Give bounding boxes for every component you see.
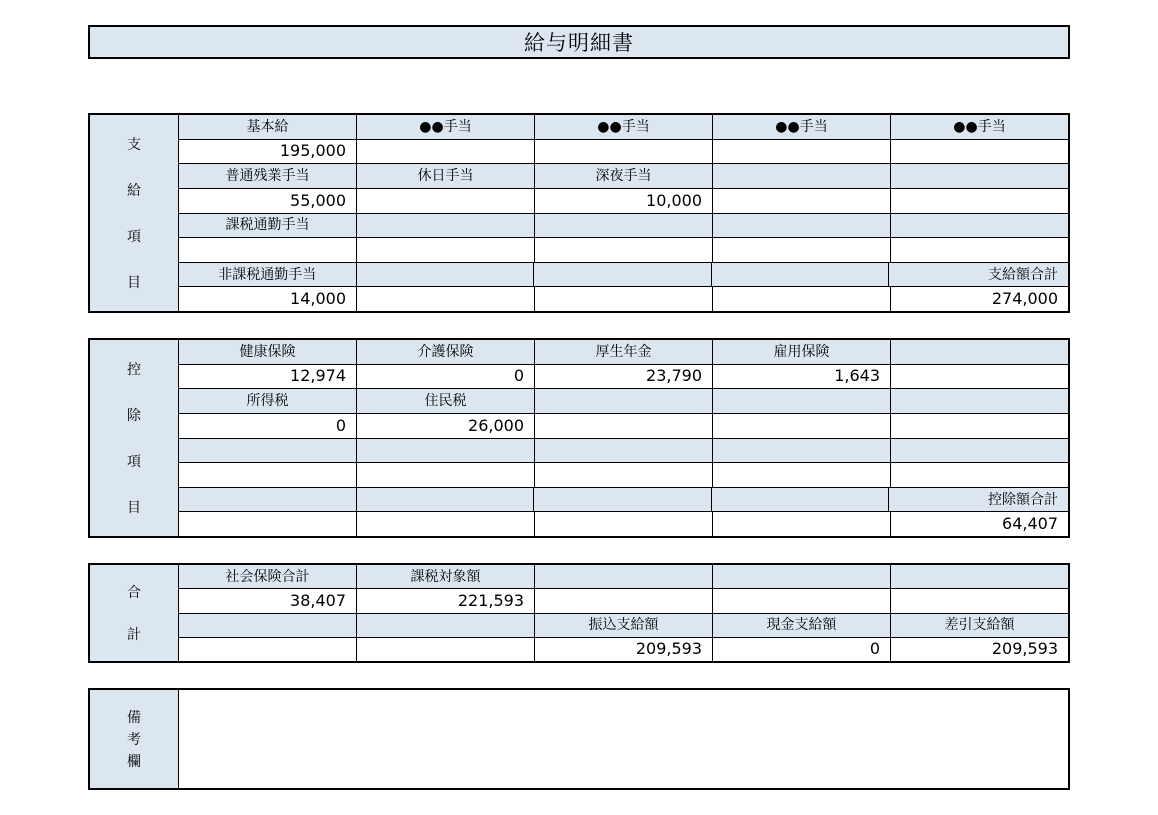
payments-label-cell <box>534 214 712 238</box>
payments-side-char: 給 <box>127 183 141 199</box>
deductions-label-row <box>179 388 1068 413</box>
deductions-value-cell <box>890 365 1068 389</box>
document-title: 給与明細書 <box>88 25 1070 59</box>
deductions-section <box>88 338 1070 538</box>
deductions-label-cell: 控除額合計 <box>888 488 1068 512</box>
payments-value-cell <box>712 287 890 311</box>
deductions-value-cell <box>534 463 712 487</box>
deductions-label-cell: 健康保険 <box>239 343 296 360</box>
notes-field[interactable] <box>179 690 1068 788</box>
totals-section <box>88 563 1070 663</box>
deductions-value-cell <box>179 512 356 536</box>
deductions-label-cell: 厚生年金 <box>534 340 712 364</box>
totals-label-row <box>179 613 1068 637</box>
payments-label-cell: ●●手当 <box>356 115 534 139</box>
notes-side-char: 考 <box>127 732 141 748</box>
payments-value-cell <box>890 140 1068 164</box>
payments-side-char: 支 <box>127 137 141 153</box>
payments-label-cell: 深夜手当 <box>534 164 712 188</box>
deductions-value-cell: 64,407 <box>890 512 1068 536</box>
payments-value-cell <box>890 238 1068 262</box>
totals-label-cell <box>179 614 356 637</box>
deductions-value-cell <box>534 414 712 438</box>
notes-side-char: 欄 <box>127 754 141 770</box>
payments-label-cell: 普通残業手当 <box>225 168 310 185</box>
payments-label-cell: ●●手当 <box>534 115 712 139</box>
totals-value-cell <box>179 638 356 661</box>
totals-side-char: 計 <box>127 627 141 643</box>
payments-label-cell: ●●手当 <box>712 115 890 139</box>
deductions-label-cell <box>179 439 356 463</box>
totals-label-row <box>179 565 1068 588</box>
deductions-label-cell <box>533 488 711 512</box>
payments-value-cell <box>179 238 356 262</box>
totals-grid <box>179 565 1068 661</box>
payments-label-cell <box>356 263 534 287</box>
deductions-value-cell <box>712 463 890 487</box>
deductions-value-cell: 12,974 <box>290 366 346 386</box>
deductions-value-cell <box>890 414 1068 438</box>
deductions-label-row <box>179 438 1068 463</box>
deductions-value-cell <box>712 414 890 438</box>
deductions-side-char: 項 <box>127 454 141 470</box>
deductions-value-row <box>179 511 1068 536</box>
payments-label-cell <box>356 214 534 238</box>
payments-label-cell <box>533 263 711 287</box>
payments-side-char: 目 <box>127 275 141 291</box>
payments-label-cell <box>890 164 1068 188</box>
totals-value-row <box>179 637 1068 661</box>
payments-value-cell <box>534 238 712 262</box>
payments-value-cell: 55,000 <box>290 190 346 210</box>
deductions-label-cell <box>890 340 1068 364</box>
payments-grid <box>179 115 1068 311</box>
deductions-value-cell <box>534 512 712 536</box>
payments-label-row <box>179 213 1068 238</box>
totals-label-cell <box>890 565 1068 588</box>
deductions-value-cell <box>890 463 1068 487</box>
payments-label-cell: ●●手当 <box>890 115 1068 139</box>
payments-value-cell: 274,000 <box>890 287 1068 311</box>
totals-side-label <box>90 565 179 661</box>
payments-label-row <box>179 262 1068 287</box>
payments-value-cell <box>356 140 534 164</box>
deductions-label-cell <box>890 439 1068 463</box>
payments-label-row <box>179 115 1068 139</box>
notes-section <box>88 688 1070 790</box>
totals-label-cell: 差引支給額 <box>890 614 1068 637</box>
deductions-label-cell <box>356 439 534 463</box>
deductions-label-row <box>179 487 1068 512</box>
deductions-label-cell <box>712 439 890 463</box>
notes-side-label <box>90 690 179 788</box>
notes-side-char: 備 <box>127 710 141 726</box>
payments-value-row <box>179 237 1068 262</box>
payments-label-cell: 支給額合計 <box>888 263 1068 287</box>
deductions-value-row <box>179 462 1068 487</box>
totals-value-cell: 209,593 <box>534 638 712 661</box>
payments-value-cell <box>356 238 534 262</box>
deductions-value-cell: 1,643 <box>712 365 890 389</box>
payments-side-label <box>90 115 179 311</box>
totals-value-cell: 209,593 <box>890 638 1068 661</box>
deductions-label-cell <box>712 389 890 413</box>
totals-label-cell: 現金支給額 <box>712 614 890 637</box>
totals-side-char: 合 <box>127 585 141 601</box>
payments-value-cell <box>712 238 890 262</box>
payments-label-cell <box>711 263 889 287</box>
totals-label-cell: 振込支給額 <box>534 614 712 637</box>
payments-side-char: 項 <box>127 229 141 245</box>
totals-label-cell <box>534 565 712 588</box>
payments-label-cell: 休日手当 <box>356 164 534 188</box>
totals-value-cell <box>356 638 534 661</box>
payments-label-cell: 課税通勤手当 <box>225 217 310 234</box>
deductions-grid <box>179 340 1068 536</box>
payments-label-cell: 非課税通勤手当 <box>218 266 317 283</box>
deductions-label-cell <box>534 439 712 463</box>
deductions-label-cell <box>356 488 534 512</box>
payments-value-cell <box>356 287 534 311</box>
payments-label-cell <box>712 214 890 238</box>
payments-value-row <box>179 286 1068 311</box>
totals-value-cell <box>712 589 890 612</box>
deductions-label-cell <box>179 488 356 512</box>
payments-section <box>88 113 1070 313</box>
deductions-value-cell <box>712 512 890 536</box>
deductions-value-cell: 0 <box>335 415 346 435</box>
deductions-value-cell: 26,000 <box>356 414 534 438</box>
totals-label-cell <box>356 614 534 637</box>
totals-label-cell <box>712 565 890 588</box>
totals-label-cell: 社会保険合計 <box>225 568 310 585</box>
deductions-value-cell <box>356 463 534 487</box>
deductions-label-cell: 雇用保険 <box>712 340 890 364</box>
deductions-value-cell: 23,790 <box>534 365 712 389</box>
payments-value-cell: 10,000 <box>534 189 712 213</box>
deductions-label-cell <box>890 389 1068 413</box>
totals-value-cell: 221,593 <box>356 589 534 612</box>
deductions-value-cell: 0 <box>356 365 534 389</box>
deductions-label-cell: 住民税 <box>356 389 534 413</box>
payments-value-cell: 14,000 <box>290 289 346 309</box>
totals-value-cell <box>534 589 712 612</box>
payments-label-cell <box>890 214 1068 238</box>
payments-label-row <box>179 163 1068 188</box>
payments-value-cell: 195,000 <box>279 141 346 161</box>
deductions-label-cell <box>534 389 712 413</box>
deductions-label-row <box>179 340 1068 364</box>
deductions-value-row <box>179 364 1068 389</box>
deductions-value-row <box>179 413 1068 438</box>
payments-value-cell <box>534 287 712 311</box>
payments-label-cell: 基本給 <box>246 118 289 135</box>
totals-value-cell: 0 <box>712 638 890 661</box>
deductions-value-cell <box>179 463 356 487</box>
payments-value-cell <box>712 140 890 164</box>
deductions-label-cell: 介護保険 <box>356 340 534 364</box>
deductions-value-cell <box>356 512 534 536</box>
payments-label-cell <box>712 164 890 188</box>
totals-value-cell <box>890 589 1068 612</box>
payments-value-row <box>179 188 1068 213</box>
deductions-side-char: 控 <box>127 362 141 378</box>
totals-label-cell: 課税対象額 <box>356 565 534 588</box>
totals-value-row <box>179 588 1068 612</box>
deductions-side-label <box>90 340 179 536</box>
payments-value-cell <box>890 189 1068 213</box>
deductions-label-cell <box>711 488 889 512</box>
payments-value-cell <box>534 140 712 164</box>
payments-value-row <box>179 139 1068 164</box>
deductions-side-char: 除 <box>127 408 141 424</box>
totals-value-cell: 38,407 <box>290 590 346 610</box>
deductions-side-char: 目 <box>127 500 141 516</box>
payments-value-cell <box>356 189 534 213</box>
payments-value-cell <box>712 189 890 213</box>
deductions-label-cell: 所得税 <box>246 393 289 410</box>
